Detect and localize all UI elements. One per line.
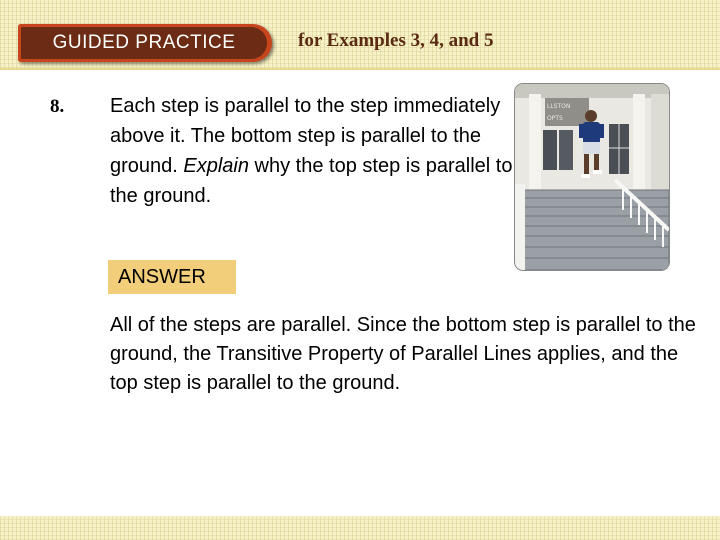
problem-text-part1: Each step is parallel to the step immediately above it. The bottom step is parallel to the ground. [110, 95, 501, 177]
problem-text-part2: why the top step is parallel to the ground. [110, 155, 513, 207]
guided-practice-label: GUIDED PRACTICE [52, 32, 236, 53]
answer-label: ANSWER [108, 260, 236, 294]
staircase-photo [515, 84, 669, 270]
answer-text: All of the steps are parallel. Since the bottom step is parallel to the ground, the Transitive Property of Parallel Lines applies, and the top step is parallel to the ground. [110, 314, 696, 394]
examples-reference: for Examples 3, 4, and 5 [298, 30, 494, 51]
header-divider [0, 68, 720, 70]
staircase-photo-illustration [515, 84, 669, 270]
guided-practice-badge [18, 24, 272, 62]
problem-emphasis: Explain [183, 155, 249, 177]
problem-number: 8. [50, 96, 65, 117]
svg-text:LLSTON: LLSTON [547, 103, 571, 110]
footer-band [0, 516, 720, 540]
guided-practice-badge-inner [21, 27, 267, 59]
problem-statement [110, 91, 520, 211]
svg-text:OPTS: OPTS [547, 115, 563, 122]
